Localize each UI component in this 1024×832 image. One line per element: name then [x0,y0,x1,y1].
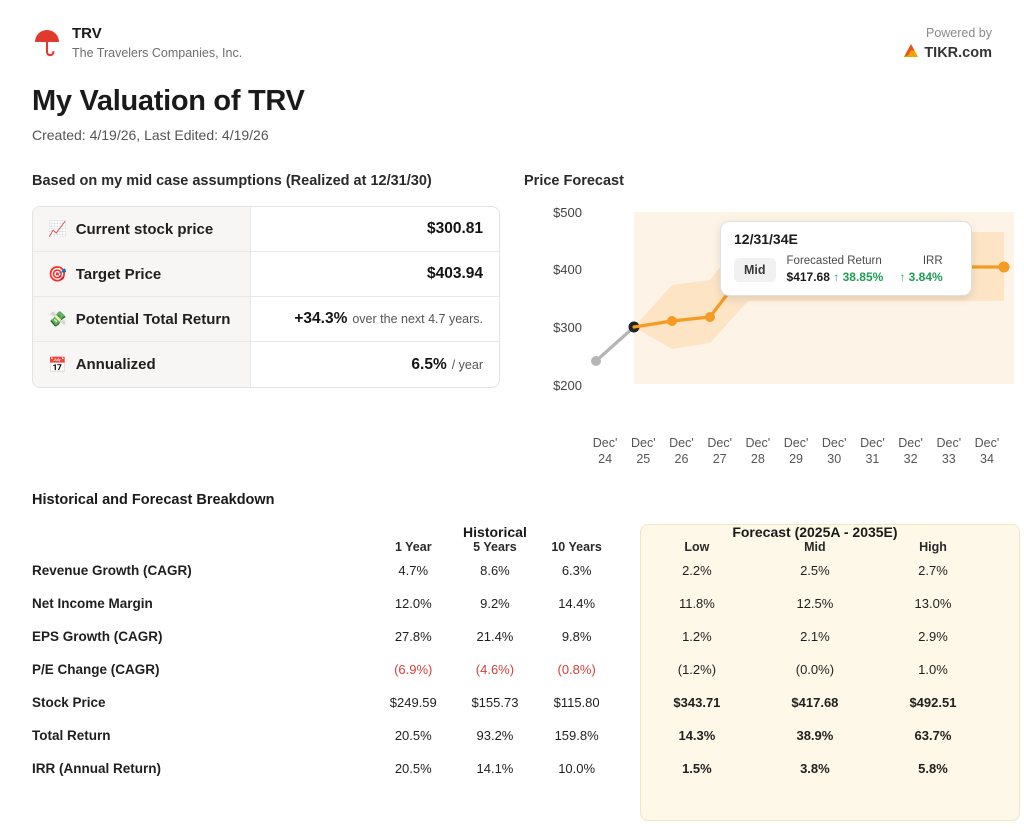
summary-row-potential-return [33,297,499,342]
forecast-cell-low: 1.5% [682,761,712,776]
forecast-cell-high: 1.0% [918,662,948,677]
summary-label: Potential Total Return [75,310,231,328]
hist-cell: $155.73 [471,695,519,710]
page-header [32,26,992,63]
assumptions-column [32,173,500,464]
calendar-icon: 📅 [48,356,67,374]
table-row [32,587,992,620]
forecast-cell-high: $492.51 [909,695,957,710]
summary-value: $403.94 [426,265,483,282]
forecast-cell-high: 63.7% [914,728,952,743]
umbrella-icon [32,28,62,58]
summary-value-cell [251,207,499,251]
powered-by-block [903,26,992,63]
forecast-cell-high: 5.8% [918,761,948,776]
forecast-cell-low: 11.8% [678,596,715,611]
hist-cell: 8.6% [480,563,510,578]
row-metric-label: Total Return [32,728,111,743]
hist-cell: 159.8% [554,728,599,743]
hist-cell: 9.2% [480,596,510,611]
assumptions-title: Based on my mid case assumptions (Realized at 12/31/30) [32,173,432,189]
hist-cell: 14.4% [558,596,596,611]
forecast-cell-mid: 2.1% [800,629,830,644]
summary-value-cell [251,342,499,387]
forecast-cell-mid: $417.68 [791,695,839,710]
tooltip-irr-value: ↑ 3.84% [899,270,943,284]
powered-by-label: Powered by [925,26,992,40]
x-tick-label: Dec' 34 [974,436,1000,466]
table-row [32,752,992,785]
x-tick-label: Dec' 30 [821,436,847,466]
money-wings-icon: 💸 [48,311,67,328]
chart-tooltip [720,221,972,296]
x-tick-label: Dec' 33 [936,436,962,466]
col-header-5-years: 5 Years [473,540,517,554]
x-tick-label: Dec' 31 [860,436,885,466]
summary-label: Target Price [75,265,162,283]
table-row [32,719,992,752]
summary-label-cell [33,342,251,387]
tooltip-return-delta: ↑ 38.85% [833,270,884,284]
col-header-mid: Mid [804,540,826,554]
company-name: The Travelers Companies, Inc. [72,45,243,60]
svg-text:$200: $200 [553,378,582,393]
x-tick-label: Dec' 32 [898,436,923,466]
tikr-mountain-icon [903,43,919,63]
row-metric-label: IRR (Annual Return) [32,761,161,776]
hist-cell: 20.5% [394,728,432,743]
svg-text:$500: $500 [553,205,582,220]
ticker-symbol: TRV [72,25,102,42]
x-tick-label: Dec' 27 [707,436,732,466]
hist-cell: 21.4% [476,629,514,644]
hist-cell: 12.0% [394,596,432,611]
hist-cell: (6.9%) [394,662,433,677]
summary-value: 6.5% [411,355,447,373]
hist-cell: 14.1% [476,761,514,776]
table-subheader-row [32,540,992,554]
row-metric-label: Net Income Margin [32,596,153,611]
row-metric-label: Revenue Growth (CAGR) [32,563,192,578]
row-metric-label: EPS Growth (CAGR) [32,629,163,644]
summary-value: +34.3% [294,310,348,327]
hist-cell: 27.8% [394,629,432,644]
hist-cell: (0.8%) [557,662,596,677]
summary-row-current-price [33,207,499,252]
svg-text:$300: $300 [553,320,582,335]
summary-label: Current stock price [75,220,214,238]
hist-cell: 93.2% [476,728,514,743]
forecast-cell-low: 1.2% [682,629,712,644]
summary-label: Annualized [75,356,156,373]
hist-cell: (4.6%) [475,662,515,677]
forecast-cell-mid: (0.0%) [795,662,835,677]
svg-text:$400: $400 [553,262,582,277]
summary-label-cell [33,297,251,341]
forecast-cell-mid: 38.9% [796,728,834,743]
hist-cell: $115.80 [553,695,600,710]
hist-cell: 4.7% [398,563,429,578]
price-forecast-column [524,173,1024,464]
tooltip-case-badge: Mid [734,258,776,282]
breakdown-table [32,524,992,785]
forecast-cell-low: 14.3% [678,728,716,743]
brand-block [32,26,242,60]
forecast-cell-low: $343.71 [673,695,721,710]
forecast-cell-low: (1.2%) [677,662,717,677]
row-metric-label: Stock Price [32,695,106,710]
forecast-cell-mid: 2.5% [800,563,830,578]
page-title: My Valuation of TRV [32,85,305,117]
x-tick-label: Dec' 24 [592,436,618,466]
hist-cell: 6.3% [561,563,592,578]
created-edited-text: Created: 4/19/26, Last Edited: 4/19/26 [32,127,269,143]
forecast-group-header: Forecast (2025A - 2035E) [732,524,898,540]
summary-value: $300.81 [426,220,483,237]
summary-row-annualized [33,342,499,387]
summary-label-cell [33,252,251,296]
tooltip-irr-block [899,255,942,284]
target-icon: 🎯 [48,266,67,283]
forecast-cell-mid: 12.5% [796,596,834,611]
forecast-cell-high: 2.9% [918,629,948,644]
summary-value-suffix: / year [451,357,483,372]
tooltip-date: 12/31/34E [734,231,798,247]
col-header-1-year: 1 Year [394,540,432,554]
price-forecast-chart[interactable] [524,204,1024,464]
historical-group-header: Historical [463,524,527,540]
table-row [32,686,992,719]
chart-x-axis-labels [586,436,1006,467]
x-tick-label: Dec' 29 [783,436,809,466]
tooltip-return-label: Forecasted Return [786,255,882,267]
main-columns [32,173,1000,466]
col-header-low: Low [684,540,710,554]
x-tick-label: Dec' 26 [669,436,694,466]
tooltip-return-value: $417.68 [786,270,830,284]
x-tick-label: Dec' 25 [630,436,656,466]
table-row [32,554,992,587]
breakdown-title: Historical and Forecast Breakdown [32,492,275,508]
summary-row-target-price [33,252,499,297]
summary-table [32,206,500,388]
summary-value-cell [251,252,499,296]
summary-label-cell [33,207,251,251]
forecast-cell-high: 13.0% [914,596,952,611]
tikr-brand-name: TIKR.com [924,45,992,61]
breakdown-section [32,524,992,785]
summary-value-cell [251,297,499,341]
hist-cell: 10.0% [558,761,596,776]
forecast-cell-mid: 3.8% [800,761,830,776]
summary-value-suffix: over the next 4.7 years. [352,312,483,326]
table-row [32,653,992,686]
hist-cell: $249.59 [389,695,437,710]
chart-up-icon: 📈 [48,221,67,238]
table-group-header-row [32,524,992,540]
table-row [32,620,992,653]
hist-cell: 20.5% [394,761,432,776]
price-forecast-title: Price Forecast [524,173,624,189]
forecast-cell-high: 2.7% [918,563,948,578]
row-metric-label: P/E Change (CAGR) [32,662,160,677]
col-header-10-years: 10 Years [551,540,602,554]
hist-cell: 9.8% [561,629,592,644]
tooltip-irr-label: IRR [922,255,943,267]
tooltip-return-block [787,255,884,284]
forecast-cell-low: 2.2% [682,563,712,578]
x-tick-label: Dec' 28 [745,436,771,466]
col-header-high: High [919,540,947,554]
